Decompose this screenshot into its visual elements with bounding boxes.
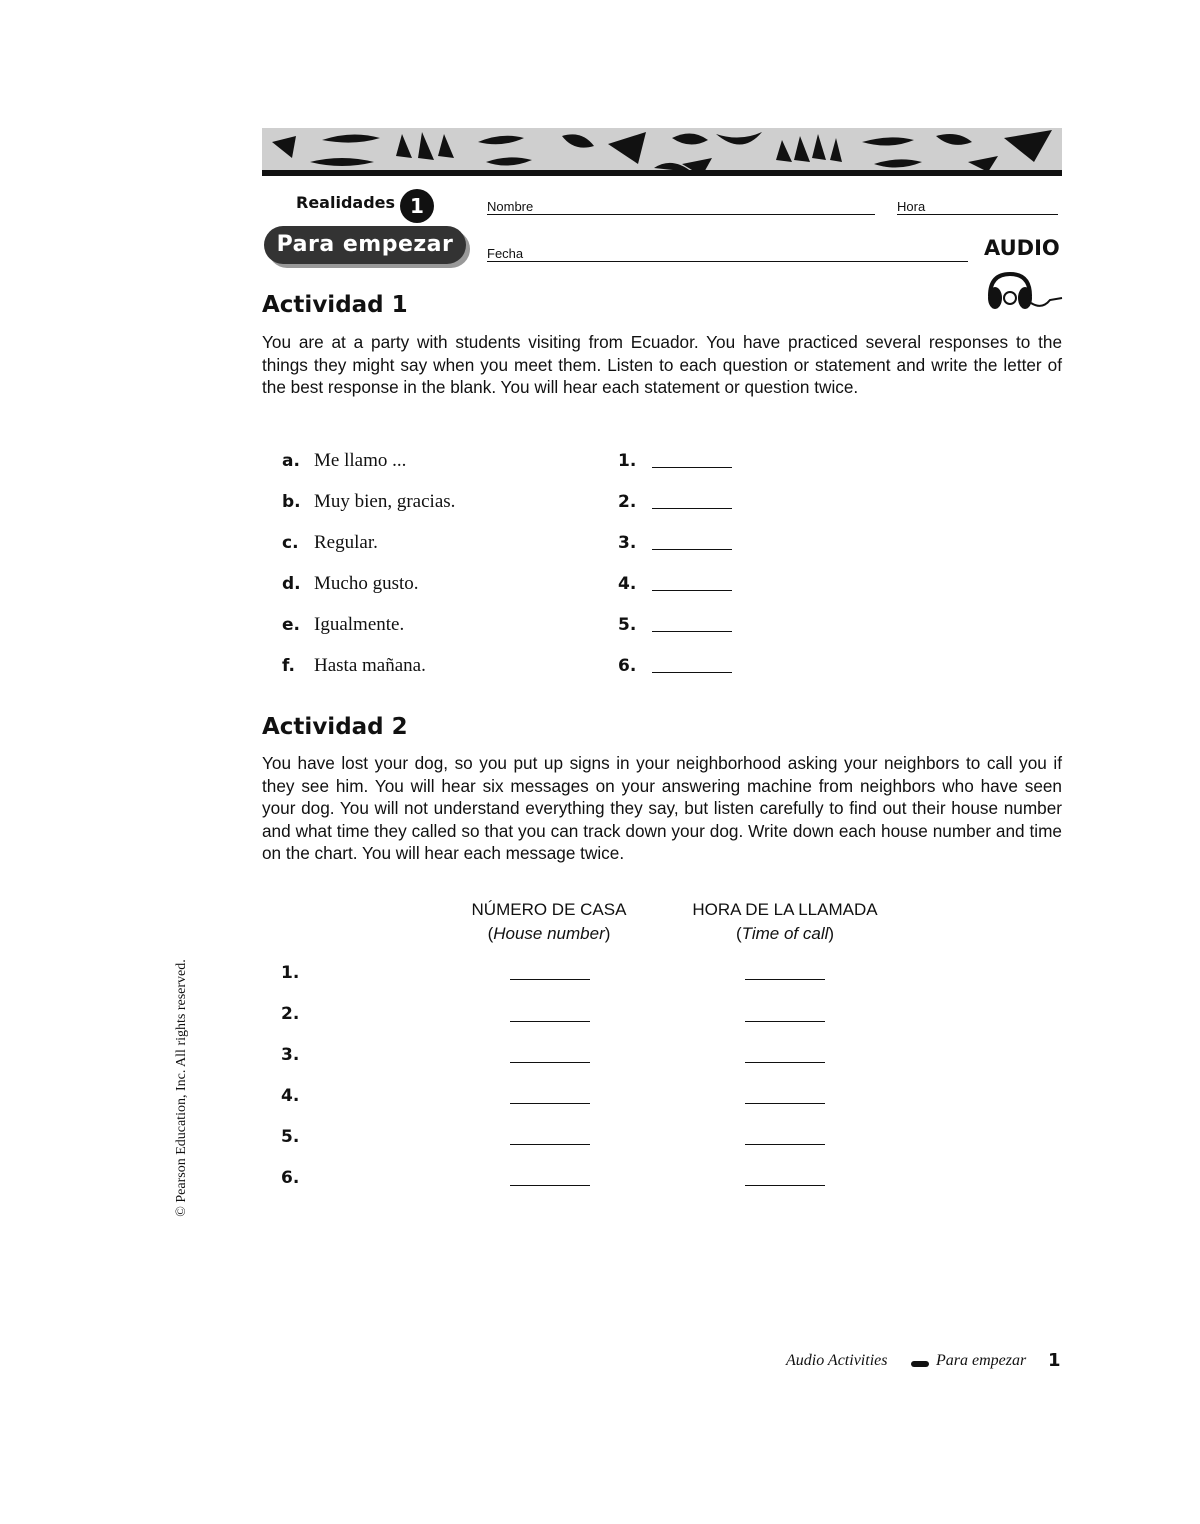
- house-number-column-header: [444, 898, 654, 946]
- date-label: Fecha: [487, 246, 524, 261]
- name-label: Nombre: [487, 199, 534, 214]
- answer-number: 5.: [618, 615, 637, 635]
- chapter-tab: Para empezar: [264, 226, 466, 264]
- column-title: NÚMERO DE CASA: [471, 900, 627, 919]
- answer-blank[interactable]: [652, 631, 732, 632]
- section-label: AUDIO: [984, 236, 1060, 260]
- house-number-blank[interactable]: [510, 1021, 590, 1022]
- banner-underline: [262, 170, 1062, 176]
- answer-number: 6.: [618, 656, 637, 676]
- actividad-2-title: Actividad 2: [262, 714, 408, 740]
- series-title: Realidades: [296, 193, 396, 212]
- option-text: Regular.: [314, 532, 378, 553]
- answer-blank[interactable]: [652, 590, 732, 591]
- table-row-number: 3.: [281, 1045, 300, 1065]
- house-number-blank[interactable]: [510, 979, 590, 980]
- house-number-blank[interactable]: [510, 1103, 590, 1104]
- column-subtitle-text: House number: [493, 924, 605, 943]
- option-text: Igualmente.: [314, 614, 405, 635]
- column-subtitle: (House number): [487, 924, 611, 943]
- answer-number: 2.: [618, 492, 637, 512]
- column-subtitle-text: Time of call: [741, 924, 829, 943]
- column-title: HORA DE LA LLAMADA: [692, 900, 878, 919]
- table-row-number: 5.: [281, 1127, 300, 1147]
- option-text: Hasta mañana.: [314, 655, 426, 676]
- option-letter: a.: [282, 451, 300, 471]
- answer-blank[interactable]: [652, 672, 732, 673]
- answer-blank[interactable]: [652, 508, 732, 509]
- time-of-call-blank[interactable]: [745, 1103, 825, 1104]
- period-field-line[interactable]: [897, 214, 1058, 215]
- leaf-pattern-graphic: [262, 128, 1062, 176]
- option-letter: e.: [282, 615, 300, 635]
- actividad-2-instructions: You have lost your dog, so you put up signs in your neighborhood asking your neighbors to call you if they see him. You will hear six messages on your answering machine from neighbors who have seen your dog. You will not understand everything they say, but listen carefully to find out their house number and what time they called so that you can track down your dog. Write down each house number and time on the chart. You will hear each message twice.: [262, 753, 1062, 864]
- house-number-blank[interactable]: [510, 1144, 590, 1145]
- option-text: Muy bien, gracias.: [314, 491, 456, 512]
- house-number-blank[interactable]: [510, 1185, 590, 1186]
- headphones-icon: [982, 270, 1064, 316]
- time-of-call-blank[interactable]: [745, 1021, 825, 1022]
- house-number-blank[interactable]: [510, 1062, 590, 1063]
- table-row-number: 2.: [281, 1004, 300, 1024]
- option-letter: c.: [282, 533, 299, 553]
- name-field-line[interactable]: [487, 214, 875, 215]
- time-of-call-blank[interactable]: [745, 1062, 825, 1063]
- time-of-call-blank[interactable]: [745, 1144, 825, 1145]
- footer-separator: [911, 1361, 929, 1367]
- footer-book-title: Audio Activities: [786, 1352, 888, 1369]
- time-of-call-blank[interactable]: [745, 1185, 825, 1186]
- actividad-1-instructions: You are at a party with students visiting from Ecuador. You have practiced several responses to the things they might say when you meet them. Listen to each question or statement and write the letter of the best response in the blank. You will hear each statement or question twice.: [262, 332, 1062, 398]
- answer-number: 1.: [618, 451, 637, 471]
- option-text: Me llamo ...: [314, 450, 407, 471]
- answer-number: 3.: [618, 533, 637, 553]
- actividad-1-title: Actividad 1: [262, 292, 408, 318]
- option-letter: d.: [282, 574, 301, 594]
- option-letter: f.: [282, 656, 295, 676]
- table-row-number: 6.: [281, 1168, 300, 1188]
- copyright-notice: © Pearson Education, Inc. All rights reserved.: [174, 959, 189, 1217]
- option-text: Mucho gusto.: [314, 573, 419, 594]
- date-field-line[interactable]: [487, 261, 968, 262]
- header-banner: [262, 128, 1062, 176]
- option-letter: b.: [282, 492, 301, 512]
- answer-blank[interactable]: [652, 467, 732, 468]
- answer-number: 4.: [618, 574, 637, 594]
- time-of-call-blank[interactable]: [745, 979, 825, 980]
- page-number: 1: [1048, 1350, 1061, 1371]
- table-row-number: 1.: [281, 963, 300, 983]
- answer-blank[interactable]: [652, 549, 732, 550]
- column-subtitle: (Time of call): [735, 924, 835, 943]
- footer-chapter: Para empezar: [936, 1352, 1027, 1369]
- time-of-call-column-header: [660, 898, 910, 946]
- table-row-number: 4.: [281, 1086, 300, 1106]
- period-label: Hora: [897, 199, 926, 214]
- level-badge: 1: [400, 189, 434, 223]
